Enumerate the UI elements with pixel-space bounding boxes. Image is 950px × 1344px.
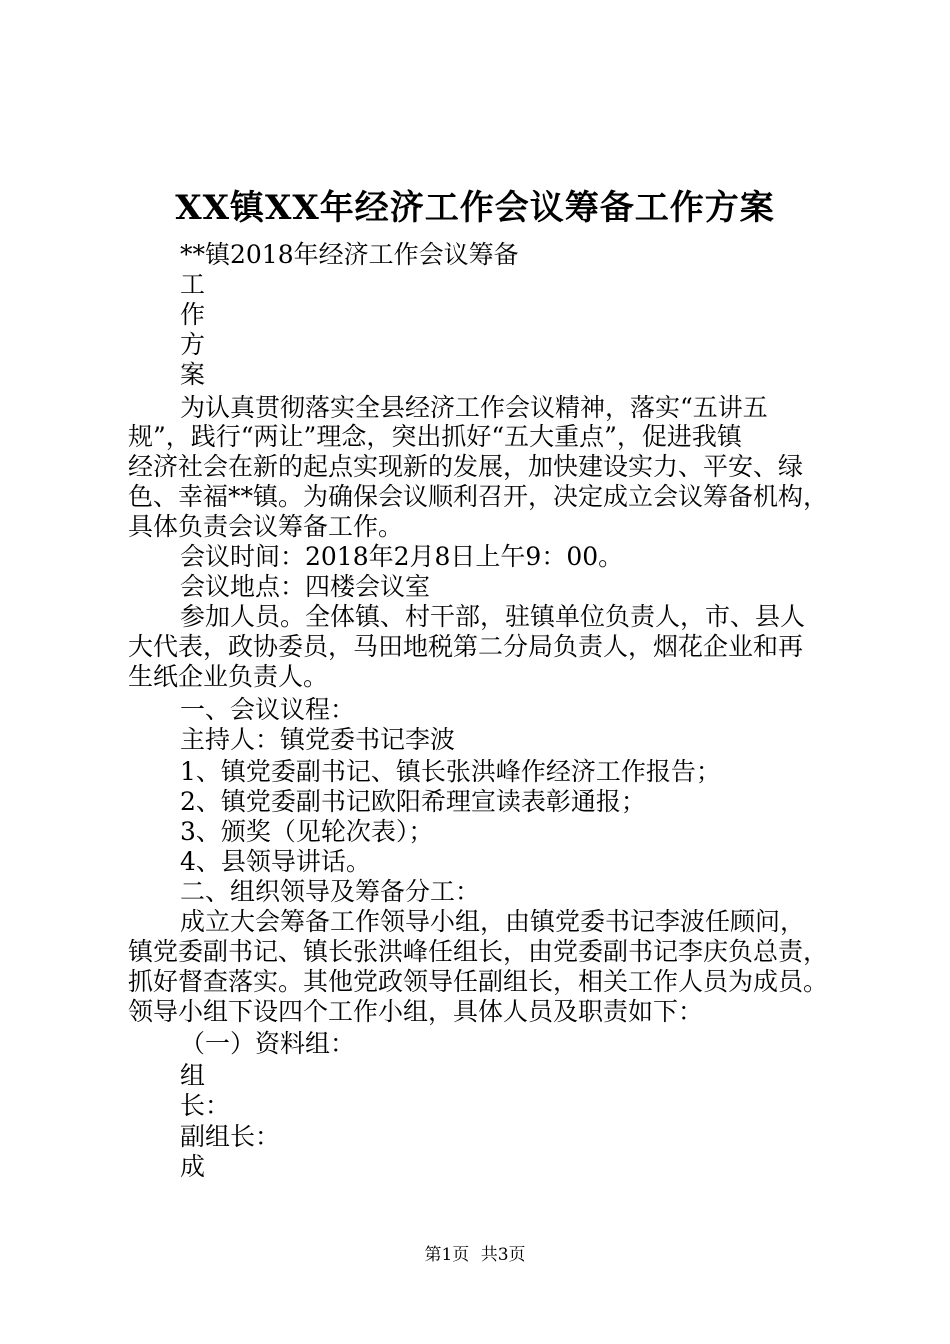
doc-line: 成立大会筹备工作领导小组，由镇党委书记李波任顾问， xyxy=(180,907,806,936)
doc-line: 成 xyxy=(180,1152,206,1181)
doc-line: 规”，践行“两让”理念，突出抓好“五大重点”，促进我镇 xyxy=(128,422,742,451)
doc-line: 长： xyxy=(180,1091,231,1120)
doc-line: 副组长： xyxy=(180,1122,281,1151)
doc-line: 二、组织领导及筹备分工： xyxy=(180,877,481,906)
page-total: 共3页 xyxy=(480,1245,526,1265)
doc-line: 为认真贯彻落实全县经济工作会议精神，落实“五讲五 xyxy=(180,393,768,422)
doc-line: （一）资料组： xyxy=(180,1029,356,1058)
doc-line: 会议时间：2018年2月8日上午9：00。 xyxy=(180,542,624,571)
doc-line: 抓好督查落实。其他党政领导任副组长，相关工作人员为成员。 xyxy=(128,967,829,996)
doc-line: 组 xyxy=(180,1061,206,1090)
doc-line: 4、县领导讲话。 xyxy=(180,847,371,876)
doc-line: 工 xyxy=(180,270,206,299)
doc-line: 1、镇党委副书记、镇长张洪峰作经济工作报告； xyxy=(180,757,721,786)
doc-line: 2、镇党委副书记欧阳希理宣读表彰通报； xyxy=(180,787,646,816)
doc-line: 经济社会在新的起点实现新的发展，加快建设实力、平安、绿 xyxy=(128,452,804,481)
doc-line: 大代表，政协委员，马田地税第二分局负责人，烟花企业和再 xyxy=(128,632,804,661)
doc-line: 一、会议议程： xyxy=(180,695,356,724)
doc-line: 领导小组下设四个工作小组，具体人员及职责如下： xyxy=(128,997,704,1026)
doc-line: 具体负责会议筹备工作。 xyxy=(128,512,404,541)
page-number: 第1页 xyxy=(424,1245,470,1265)
doc-line: 案 xyxy=(180,360,206,389)
doc-line: 镇党委副书记、镇长张洪峰任组长，由党委副书记李庆负总责， xyxy=(128,937,829,966)
doc-line: 参加人员。全体镇、村干部，驻镇单位负责人，市、县人 xyxy=(180,602,806,631)
page-title: XX镇XX年经济工作会议筹备工作方案 xyxy=(175,188,775,228)
doc-line: 主持人：镇党委书记李波 xyxy=(180,725,456,754)
doc-line: 方 xyxy=(180,330,206,359)
doc-line: 3、颁奖（见轮次表）； xyxy=(180,817,434,846)
doc-line: 会议地点：四楼会议室 xyxy=(180,572,431,601)
doc-line: **镇2018年经济工作会议筹备 xyxy=(180,240,519,269)
doc-line: 作 xyxy=(180,300,206,329)
page-footer xyxy=(0,1244,950,1266)
doc-line: 色、幸福**镇。为确保会议顺利召开，决定成立会议筹备机构， xyxy=(128,482,829,511)
doc-line: 生纸企业负责人。 xyxy=(128,662,329,691)
